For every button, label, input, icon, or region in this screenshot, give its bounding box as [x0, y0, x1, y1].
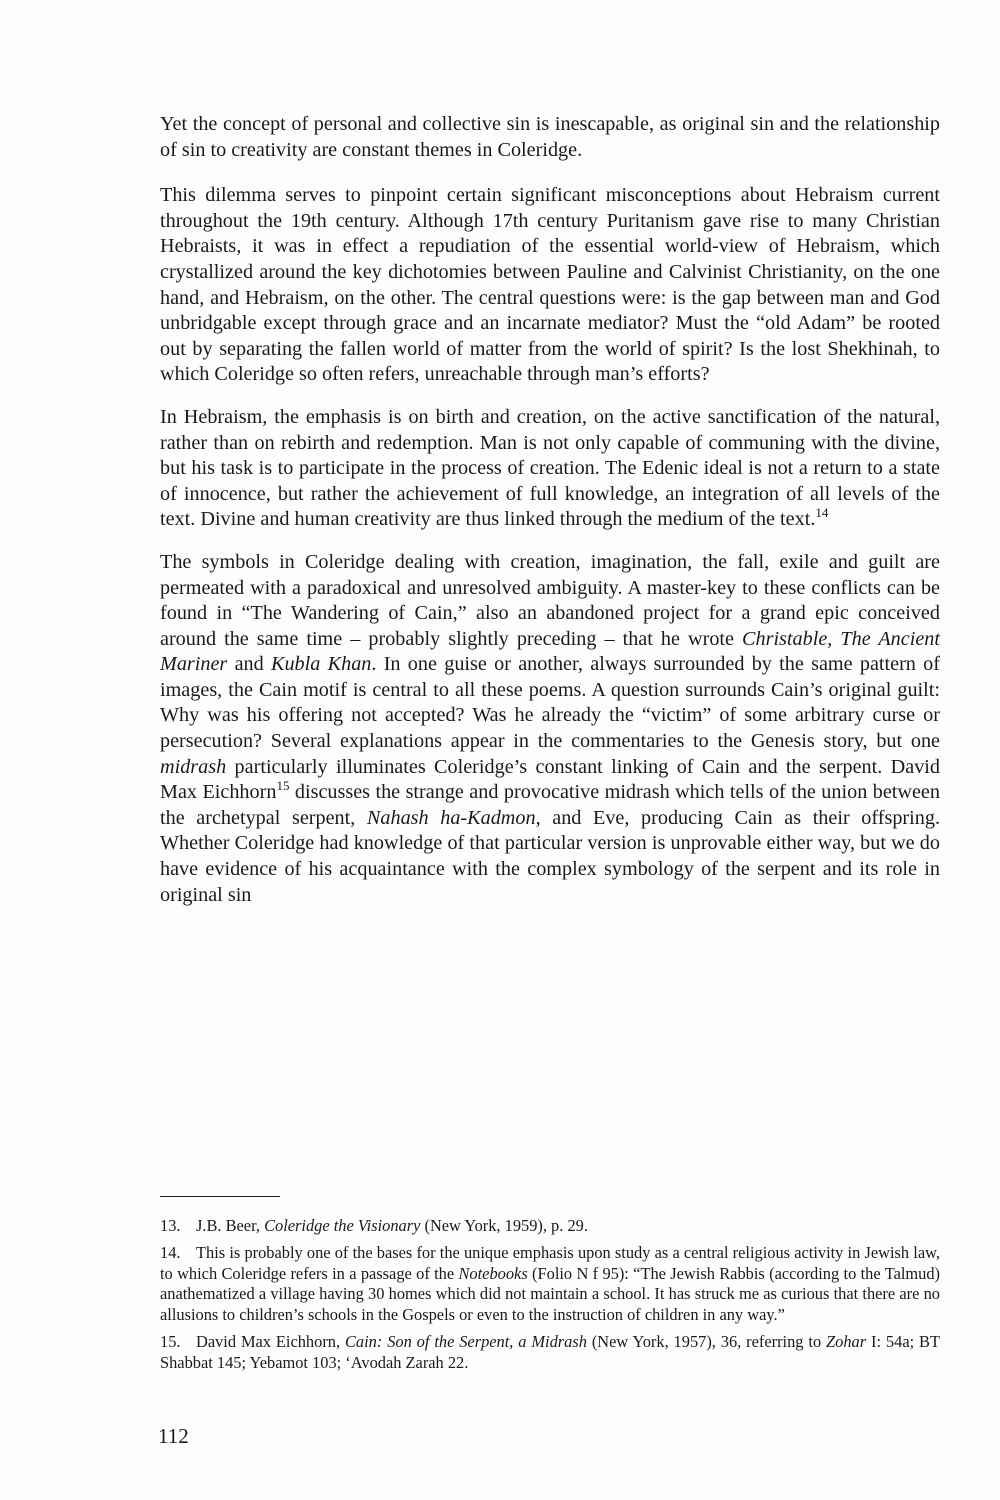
paragraph-text: In Hebraism, the emphasis is on birth and creation, on the active sanctification of the natural, rather than on rebirth and redemption. Man is not only capable of communing with the divine, but his task is to participate in the process of creation. The Edenic ideal is not a return to a state of innocence, but rather the achievement of full knowledge, an integration of all levels of the text. Divine and human creativity are thus linked through the medium of the text. [160, 405, 940, 531]
footnote-number: 14. [160, 1242, 181, 1262]
italic-title: Coleridge the Visionary [264, 1216, 421, 1235]
footnotes [160, 1216, 940, 1380]
footnote-text: (New York, 1959), p. 29. [420, 1216, 588, 1235]
page-number: 112 [158, 1424, 189, 1448]
footnote-15 [160, 1332, 940, 1374]
paragraph-birth-creation [160, 405, 940, 533]
italic-title: Christable, The Ancient Mariner [160, 627, 940, 676]
italic-title: Cain: Son of the Serpent, a Midrash [344, 1331, 587, 1351]
paragraph-text: and [227, 653, 271, 676]
footnote-text: I: 54a; BT Shabbat 145; Yebamot 103; ‘Avodah Zarah 22. [160, 1331, 940, 1372]
paragraph-hebraism-misconceptions [160, 183, 940, 388]
footnote-number: 15. [160, 1331, 181, 1351]
paragraph-text: Yet the concept of personal and collective sin is inescapable, as original sin and the relationship of sin to creativity are constant themes in Coleridge. [160, 113, 940, 161]
italic-term: midrash [160, 755, 227, 778]
italic-title: Notebooks [458, 1263, 528, 1283]
footnote-text: This is probably one of the bases for the unique emphasis upon study as a central religious activity in Jewish law, to which Coleridge refers in a passage of the [160, 1242, 940, 1283]
paragraph-sin-concept [160, 112, 940, 163]
paragraph-text: The symbols in Coleridge dealing with creation, imagination, the fall, exile and guilt are permeated with a paradoxical and unresolved ambiguity. A master-key to these conflicts can be found in “The Wandering of Cain,” also an abandoned project for a grand epic conceived around the same time – probably slightly preceding – that he wrote [160, 550, 940, 650]
paragraph-text: particularly illuminates Coleridge’s constant linking of Cain and the serpent. David Max Eichhorn [160, 755, 940, 804]
footnote-number: 13. [160, 1216, 181, 1235]
footnote-text: (Folio N f 95): “The Jewish Rabbis (according to the Talmud) anathematized a village having 30 homes which did not maintain a school. It has struck me as curious that there are no allusions to children’s schools in the Gospels or even to the instruction of children in any way.” [160, 1263, 940, 1325]
footnote-text: (New York, 1957), 36, referring to [586, 1331, 827, 1351]
footnote-13 [160, 1216, 940, 1237]
paragraph-cain-symbols [160, 550, 940, 908]
italic-title: Zohar [826, 1331, 867, 1351]
italic-title: Kubla Khan [271, 653, 372, 676]
paragraph-text: discusses the strange and provocative midrash which tells of the union between the archetypal serpent, [160, 781, 940, 829]
paragraph-text: , and Eve, producing Cain as their offspring. Whether Coleridge had knowledge of that particular version is unprovable either way, but we do have evidence of his acquaintance with the complex symbology of the serpent and its role in original sin [160, 806, 941, 906]
footnote-text: David Max Eichhorn, [196, 1331, 345, 1351]
body-text [160, 112, 940, 925]
paragraph-text: This dilemma serves to pinpoint certain significant misconceptions about Hebraism current throughout the 19th century. Although 17th century Puritanism gave rise to many Christian Hebraists, it was in effect a repudiation of the essential world-view of Hebraism, which crystallized around the key dichotomies between Pauline and Calvinist Christianity, on the one hand, and Hebraism, on the other. The central questions were: is the gap between man and God unbridgable except through grace and an incarnate mediator? Must the “old Adam” be rooted out by separating the fallen world of matter from the world of spirit? Is the lost Shekhinah, to which Coleridge so often refers, unreachable through man’s efforts? [160, 184, 940, 386]
paragraph-text: . In one guise or another, always surrounded by the same pattern of images, the Cain motif is central to all these poems. A question surrounds Cain’s original guilt: Why was his offering not accepted? Was he already the “victim” of some arbitrary curse or persecution? Several explanations appear in the commentaries to the Genesis story, but one [160, 653, 940, 753]
footnote-ref-15: 15 [276, 778, 290, 794]
footnote-divider [160, 1196, 280, 1197]
footnote-text: J.B. Beer, [196, 1216, 265, 1235]
footnote-14 [160, 1243, 940, 1326]
italic-term: Nahash ha-Kadmon [366, 806, 536, 829]
footnote-ref-14: 14 [815, 505, 829, 521]
